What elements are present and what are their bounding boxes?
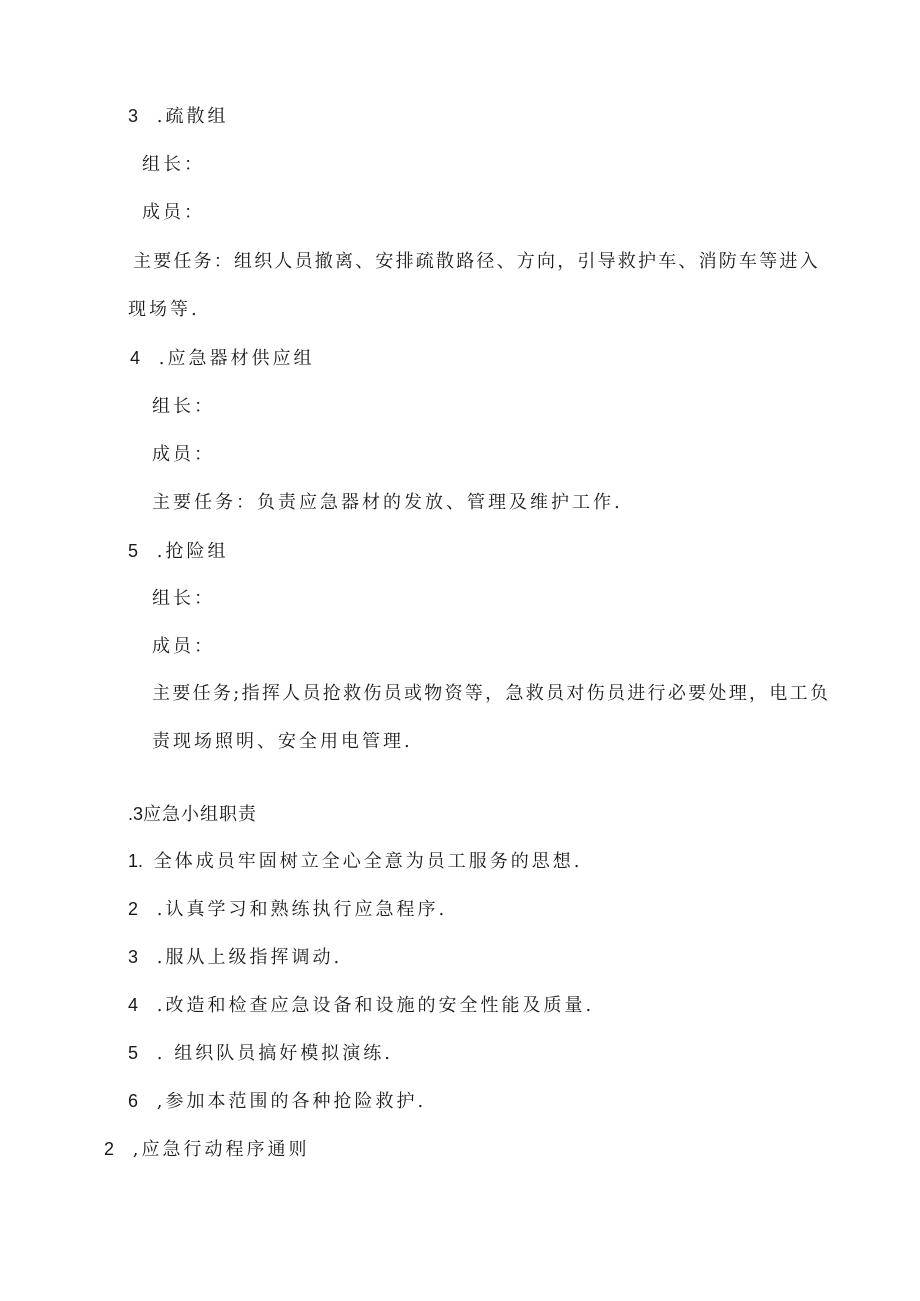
duty-item-6-text: ,参加本范围的各种抢险救护. bbox=[156, 1091, 427, 1112]
duties-heading-number: .3 bbox=[128, 804, 144, 824]
duty-item-2-text: .认真学习和熟练执行应急程序. bbox=[156, 899, 448, 920]
next-section-number: 2 bbox=[104, 1139, 115, 1159]
section-3-title: .疏散组 bbox=[156, 106, 229, 127]
duty-item-4-number: 4 bbox=[128, 995, 139, 1015]
section-4-number: 4 bbox=[130, 348, 141, 368]
section-3-number: 3 bbox=[128, 106, 139, 126]
duty-item-3 bbox=[128, 945, 342, 970]
duty-item-1 bbox=[128, 849, 582, 874]
section-5-task-line-1: 主要任务;指挥人员抢救伤员或物资等，急救员对伤员进行必要处理，电工负 bbox=[152, 683, 831, 704]
section-5-members: 成员： bbox=[152, 636, 215, 657]
section-4-task: 主要任务：负责应急器材的发放、管理及维护工作. bbox=[152, 492, 623, 513]
section-4-heading bbox=[130, 346, 314, 371]
section-5-leader: 组长： bbox=[152, 588, 215, 609]
section-5-title: .抢险组 bbox=[156, 541, 229, 562]
section-3-leader: 组长： bbox=[142, 154, 205, 175]
duty-item-5-text: . 组织队员搞好模拟演练. bbox=[156, 1043, 393, 1064]
duty-item-3-text: .服从上级指挥调动. bbox=[156, 947, 343, 968]
duty-item-1-text: 全体成员牢固树立全心全意为员工服务的思想. bbox=[153, 851, 583, 872]
duties-heading-title: 应急小组职责 bbox=[143, 804, 258, 825]
section-3-members: 成员： bbox=[142, 202, 205, 223]
section-4-members: 成员： bbox=[152, 444, 215, 465]
duty-item-5 bbox=[128, 1041, 393, 1066]
duty-item-6-number: 6 bbox=[128, 1091, 139, 1111]
section-4-title: .应急器材供应组 bbox=[158, 348, 315, 369]
section-3-task-line-2: 现场等. bbox=[128, 299, 200, 320]
duty-item-1-number: 1. bbox=[128, 851, 144, 871]
section-3-heading bbox=[128, 104, 228, 129]
next-section-heading bbox=[104, 1137, 309, 1162]
duty-item-2 bbox=[128, 897, 447, 922]
duty-item-6 bbox=[128, 1089, 426, 1114]
duty-item-2-number: 2 bbox=[128, 899, 139, 919]
duty-item-4-text: .改造和检查应急设备和设施的安全性能及质量. bbox=[156, 995, 595, 1016]
section-3-task-line-1: 主要任务：组织人员撤离、安排疏散路径、方向，引导救护车、消防车等进入 bbox=[133, 251, 820, 272]
section-5-heading bbox=[128, 539, 228, 564]
section-5-number: 5 bbox=[128, 541, 139, 561]
duty-item-4 bbox=[128, 993, 594, 1018]
duties-heading bbox=[128, 802, 257, 827]
section-5-task-line-2: 责现场照明、安全用电管理. bbox=[152, 731, 413, 752]
next-section-title: ,应急行动程序通则 bbox=[132, 1139, 310, 1160]
duty-item-3-number: 3 bbox=[128, 947, 139, 967]
section-4-leader: 组长： bbox=[152, 396, 215, 417]
duty-item-5-number: 5 bbox=[128, 1043, 139, 1063]
